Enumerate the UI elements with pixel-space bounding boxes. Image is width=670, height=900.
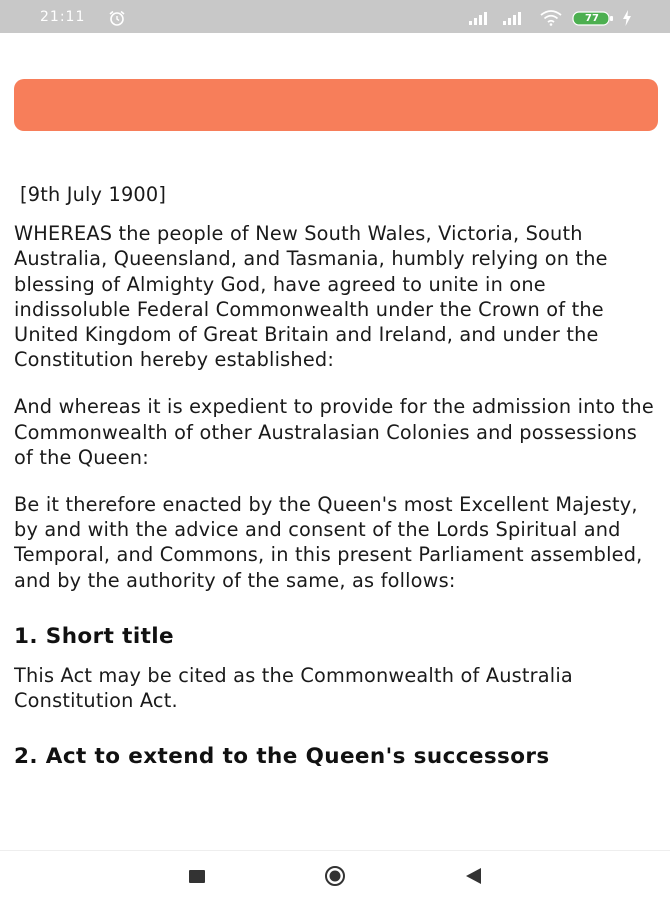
- status-time: 21:11: [40, 9, 86, 25]
- preamble-paragraph: And whereas it is expedient to provide for the admission into the Commonwealth of other Australasian Colonies and possessions of the Queen:: [14, 395, 654, 469]
- back-button[interactable]: [463, 867, 483, 885]
- document-content[interactable]: [14, 182, 662, 850]
- header-bar: [14, 79, 658, 131]
- navigation-bar: [0, 850, 670, 900]
- date-line: [9th July 1900]: [20, 183, 167, 206]
- recents-button[interactable]: [189, 870, 205, 883]
- section-heading: 1. Short title: [14, 623, 175, 649]
- status-bar: [0, 0, 670, 33]
- signal-icon: [468, 11, 494, 25]
- preamble-paragraph: Be it therefore enacted by the Queen's most Excellent Majesty, by and with the advice and consent of the Lords Spiritual and Temporal, and Commons, in this present Parliament assembled, and by the authority of the same, as follows:: [14, 493, 643, 592]
- home-button[interactable]: [321, 866, 349, 886]
- section-body: This Act may be cited as the Commonwealth of Australia Constitution Act.: [14, 663, 573, 713]
- alarm-icon: [108, 10, 126, 26]
- preamble-paragraph: WHEREAS the people of New South Wales, Victoria, South Australia, Queensland, and Tasmania, humbly relying on the blessing of Almighty God, have agreed to unite in one indissoluble Federal Commonwealth under the Crown of the United Kingdom of Great Britain and Ireland, and under the Constitution hereby established:: [14, 222, 608, 372]
- section-heading: 2. Act to extend to the Queen's successors: [14, 744, 550, 770]
- wifi-icon: [540, 10, 562, 26]
- signal-icon: [502, 11, 528, 25]
- charging-icon: [622, 10, 632, 26]
- battery-level: 77: [585, 13, 599, 24]
